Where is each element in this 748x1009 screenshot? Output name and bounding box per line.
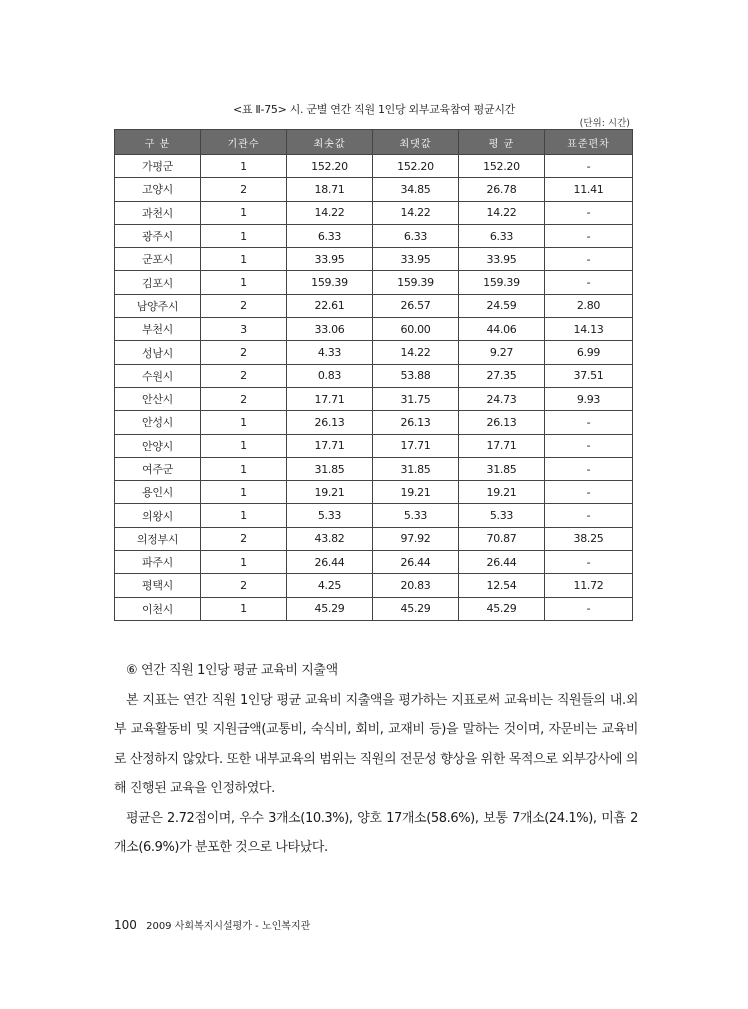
value-cell: - xyxy=(545,551,633,574)
value-cell: 31.85 xyxy=(287,457,373,480)
value-cell: 2.80 xyxy=(545,294,633,317)
table-body xyxy=(115,155,633,621)
value-cell: 26.13 xyxy=(287,411,373,434)
value-cell: 9.27 xyxy=(459,341,545,364)
value-cell: 26.13 xyxy=(459,411,545,434)
value-cell: 5.33 xyxy=(373,504,459,527)
value-cell: 1 xyxy=(201,248,287,271)
value-cell: 152.20 xyxy=(373,155,459,178)
region-cell: 안성시 xyxy=(115,411,201,434)
value-cell: 70.87 xyxy=(459,527,545,550)
table-row xyxy=(115,457,633,480)
region-cell: 부천시 xyxy=(115,318,201,341)
table-row xyxy=(115,597,633,620)
value-cell: 11.41 xyxy=(545,178,633,201)
value-cell: 0.83 xyxy=(287,364,373,387)
value-cell: 1 xyxy=(201,434,287,457)
region-cell: 파주시 xyxy=(115,551,201,574)
value-cell: 44.06 xyxy=(459,318,545,341)
column-header: 구 분 xyxy=(115,130,201,155)
table-row xyxy=(115,551,633,574)
value-cell: 5.33 xyxy=(459,504,545,527)
value-cell: 26.57 xyxy=(373,294,459,317)
value-cell: 26.44 xyxy=(373,551,459,574)
region-cell: 남양주시 xyxy=(115,294,201,317)
table-row xyxy=(115,224,633,247)
region-cell: 이천시 xyxy=(115,597,201,620)
paragraph: 본 지표는 연간 직원 1인당 평균 교육비 지출액을 평가하는 지표로써 교육비는 직원들의 내․외부 교육활동비 및 지원금액(교통비, 숙식비, 회비, 교재비 등)을 말하는 것이며, 자문비는 교육비로 산정하지 않았다. 또한 내부교육의 범위는 직원의 전문성 향상을 위한 목적으로 외부강사에 의해 진행된 교육을 인정하였다. xyxy=(114,692,638,796)
value-cell: 37.51 xyxy=(545,364,633,387)
value-cell: 20.83 xyxy=(373,574,459,597)
value-cell: - xyxy=(545,224,633,247)
value-cell: 14.22 xyxy=(459,201,545,224)
region-cell: 성남시 xyxy=(115,341,201,364)
value-cell: 2 xyxy=(201,364,287,387)
column-header: 최솟값 xyxy=(287,130,373,155)
value-cell: 45.29 xyxy=(287,597,373,620)
value-cell: 1 xyxy=(201,481,287,504)
value-cell: 19.21 xyxy=(373,481,459,504)
value-cell: - xyxy=(545,597,633,620)
region-cell: 용인시 xyxy=(115,481,201,504)
section-heading: ⑥ 연간 직원 1인당 평균 교육비 지출액 xyxy=(126,663,338,678)
value-cell: - xyxy=(545,504,633,527)
value-cell: 14.22 xyxy=(373,341,459,364)
value-cell: 26.13 xyxy=(373,411,459,434)
value-cell: 26.44 xyxy=(459,551,545,574)
table-caption: <표 Ⅱ-75> 시. 군별 연간 직원 1인당 외부교육참여 평균시간 xyxy=(232,103,515,116)
value-cell: 159.39 xyxy=(459,271,545,294)
region-cell: 군포시 xyxy=(115,248,201,271)
table-row xyxy=(115,411,633,434)
page-number: 100 xyxy=(114,918,137,932)
table-row xyxy=(115,574,633,597)
value-cell: - xyxy=(545,481,633,504)
table-row xyxy=(115,248,633,271)
column-header: 기관수 xyxy=(201,130,287,155)
data-table xyxy=(114,129,633,621)
value-cell: 3 xyxy=(201,318,287,341)
table-row xyxy=(115,434,633,457)
region-cell: 김포시 xyxy=(115,271,201,294)
value-cell: 1 xyxy=(201,271,287,294)
value-cell: 2 xyxy=(201,527,287,550)
value-cell: 1 xyxy=(201,224,287,247)
value-cell: 6.33 xyxy=(287,224,373,247)
paragraph: 평균은 2.72점이며, 우수 3개소(10.3%), 양호 17개소(58.6%), 보통 7개소(24.1%), 미흡 2개소(6.9%)가 분포한 것으로 나타났다. xyxy=(114,810,638,855)
value-cell: - xyxy=(545,457,633,480)
value-cell: 1 xyxy=(201,411,287,434)
value-cell: 38.25 xyxy=(545,527,633,550)
value-cell: 18.71 xyxy=(287,178,373,201)
value-cell: 1 xyxy=(201,201,287,224)
region-cell: 과천시 xyxy=(115,201,201,224)
value-cell: 1 xyxy=(201,155,287,178)
value-cell: 43.82 xyxy=(287,527,373,550)
value-cell: 19.21 xyxy=(459,481,545,504)
column-header: 최댓값 xyxy=(373,130,459,155)
value-cell: 33.95 xyxy=(459,248,545,271)
value-cell: 31.85 xyxy=(459,457,545,480)
table-row xyxy=(115,201,633,224)
region-cell: 안산시 xyxy=(115,387,201,410)
table-header-row xyxy=(115,130,633,155)
page-footer xyxy=(114,917,310,932)
column-header: 표준편차 xyxy=(545,130,633,155)
value-cell: - xyxy=(545,248,633,271)
value-cell: 4.33 xyxy=(287,341,373,364)
value-cell: - xyxy=(545,155,633,178)
value-cell: 24.59 xyxy=(459,294,545,317)
value-cell: 17.71 xyxy=(287,434,373,457)
value-cell: 5.33 xyxy=(287,504,373,527)
table-row xyxy=(115,504,633,527)
table-row xyxy=(115,364,633,387)
table-row xyxy=(115,318,633,341)
value-cell: 26.44 xyxy=(287,551,373,574)
value-cell: 24.73 xyxy=(459,387,545,410)
table-row xyxy=(115,178,633,201)
value-cell: 2 xyxy=(201,574,287,597)
table-row xyxy=(115,155,633,178)
value-cell: 6.99 xyxy=(545,341,633,364)
region-cell: 여주군 xyxy=(115,457,201,480)
value-cell: 14.22 xyxy=(287,201,373,224)
region-cell: 광주시 xyxy=(115,224,201,247)
value-cell: 19.21 xyxy=(287,481,373,504)
value-cell: 53.88 xyxy=(373,364,459,387)
region-cell: 가평군 xyxy=(115,155,201,178)
value-cell: 17.71 xyxy=(287,387,373,410)
unit-label: (단위: 시간) xyxy=(579,118,630,129)
value-cell: 45.29 xyxy=(373,597,459,620)
value-cell: 34.85 xyxy=(373,178,459,201)
value-cell: 31.85 xyxy=(373,457,459,480)
table-row xyxy=(115,387,633,410)
value-cell: - xyxy=(545,434,633,457)
table-row xyxy=(115,294,633,317)
value-cell: 1 xyxy=(201,457,287,480)
value-cell: - xyxy=(545,411,633,434)
value-cell: 60.00 xyxy=(373,318,459,341)
table-row xyxy=(115,481,633,504)
body-text xyxy=(114,656,638,863)
value-cell: 2 xyxy=(201,294,287,317)
value-cell: 33.06 xyxy=(287,318,373,341)
value-cell: 152.20 xyxy=(459,155,545,178)
value-cell: 17.71 xyxy=(459,434,545,457)
value-cell: - xyxy=(545,201,633,224)
table-row xyxy=(115,527,633,550)
value-cell: 27.35 xyxy=(459,364,545,387)
value-cell: 159.39 xyxy=(287,271,373,294)
value-cell: 12.54 xyxy=(459,574,545,597)
value-cell: 1 xyxy=(201,504,287,527)
value-cell: 31.75 xyxy=(373,387,459,410)
value-cell: 45.29 xyxy=(459,597,545,620)
value-cell: 17.71 xyxy=(373,434,459,457)
region-cell: 고양시 xyxy=(115,178,201,201)
value-cell: 2 xyxy=(201,341,287,364)
region-cell: 의정부시 xyxy=(115,527,201,550)
value-cell: 97.92 xyxy=(373,527,459,550)
value-cell: 6.33 xyxy=(373,224,459,247)
table-row xyxy=(115,271,633,294)
value-cell: 14.22 xyxy=(373,201,459,224)
value-cell: 33.95 xyxy=(287,248,373,271)
value-cell: 14.13 xyxy=(545,318,633,341)
value-cell: 2 xyxy=(201,387,287,410)
table-row xyxy=(115,341,633,364)
value-cell: 152.20 xyxy=(287,155,373,178)
value-cell: 9.93 xyxy=(545,387,633,410)
region-cell: 평택시 xyxy=(115,574,201,597)
value-cell: 4.25 xyxy=(287,574,373,597)
value-cell: 2 xyxy=(201,178,287,201)
region-cell: 의왕시 xyxy=(115,504,201,527)
value-cell: - xyxy=(545,271,633,294)
region-cell: 안양시 xyxy=(115,434,201,457)
value-cell: 6.33 xyxy=(459,224,545,247)
value-cell: 33.95 xyxy=(373,248,459,271)
value-cell: 22.61 xyxy=(287,294,373,317)
footer-title: 2009 사회복지시설평가 - 노인복지관 xyxy=(146,921,311,932)
region-cell: 수원시 xyxy=(115,364,201,387)
column-header: 평 균 xyxy=(459,130,545,155)
value-cell: 1 xyxy=(201,551,287,574)
value-cell: 26.78 xyxy=(459,178,545,201)
value-cell: 159.39 xyxy=(373,271,459,294)
value-cell: 1 xyxy=(201,597,287,620)
value-cell: 11.72 xyxy=(545,574,633,597)
